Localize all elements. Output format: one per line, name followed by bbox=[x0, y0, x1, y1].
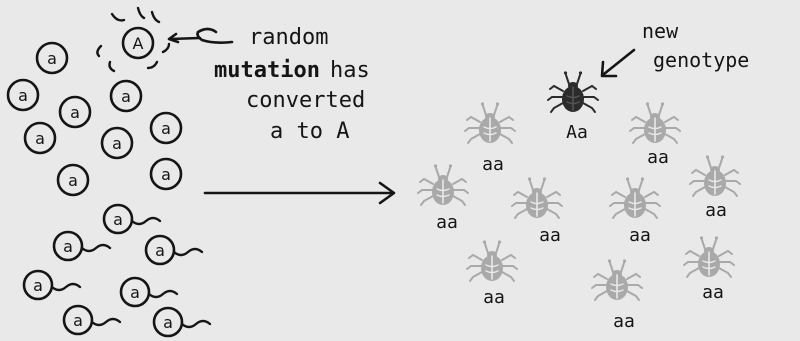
sperm-tail bbox=[149, 291, 177, 297]
normal-bug-genotype: aa bbox=[436, 212, 458, 233]
bug-icon bbox=[512, 177, 562, 218]
normal-cell-letter: a bbox=[161, 119, 171, 138]
normal-bug bbox=[684, 236, 734, 303]
bug-icon bbox=[610, 177, 660, 218]
normal-bug bbox=[465, 102, 515, 175]
normal-cell bbox=[60, 97, 90, 127]
normal-cell bbox=[25, 123, 55, 153]
annotation-line-1: random bbox=[249, 25, 329, 50]
sperm-cell bbox=[121, 278, 177, 306]
sperm-cell bbox=[104, 205, 160, 233]
normal-bug bbox=[630, 102, 680, 168]
sperm-tail bbox=[82, 245, 110, 251]
new-genotype-line-1: new bbox=[642, 19, 679, 43]
sperm-tail bbox=[52, 284, 80, 290]
mutant-cell bbox=[123, 28, 153, 58]
new-genotype-label bbox=[642, 19, 749, 72]
bug-icon bbox=[465, 102, 515, 143]
sperm-letter: a bbox=[33, 276, 43, 295]
normal-bug-genotype: aa bbox=[539, 225, 561, 246]
bug-icon bbox=[548, 71, 598, 112]
sperm-letter: a bbox=[113, 210, 123, 229]
sperm-cell bbox=[54, 232, 110, 260]
normal-bug-genotype: aa bbox=[647, 147, 669, 168]
bug-population bbox=[418, 71, 740, 332]
normal-bug bbox=[467, 240, 517, 308]
bug-icon bbox=[690, 155, 740, 196]
normal-cell-letter: a bbox=[47, 49, 57, 68]
sperm-letter: a bbox=[73, 311, 83, 330]
normal-bug-genotype: aa bbox=[482, 154, 504, 175]
normal-cell bbox=[58, 165, 88, 195]
sperm-cell bbox=[64, 306, 120, 334]
sperm-pool bbox=[24, 205, 210, 336]
normal-bug bbox=[512, 177, 562, 246]
annotation-line-2-rest: has bbox=[330, 58, 370, 83]
normal-cell-letter: a bbox=[18, 86, 28, 105]
normal-cell bbox=[111, 81, 141, 111]
sperm-tail bbox=[92, 319, 120, 325]
sperm-letter: a bbox=[130, 283, 140, 302]
bug-icon bbox=[467, 240, 517, 281]
normal-cell-letter: a bbox=[161, 165, 171, 184]
annotation-pointer-arrow bbox=[169, 29, 232, 43]
sperm-cell bbox=[146, 236, 202, 264]
normal-cell bbox=[37, 43, 67, 73]
normal-bug bbox=[610, 177, 660, 246]
annotation-line-4: a to A bbox=[270, 119, 350, 144]
main-arrow bbox=[205, 183, 394, 203]
annotation-line-2-bold: mutation bbox=[214, 58, 320, 83]
sperm-cell bbox=[154, 308, 210, 336]
normal-cell-letter: a bbox=[35, 129, 45, 148]
sperm-tail bbox=[182, 321, 210, 327]
normal-cell bbox=[151, 113, 181, 143]
normal-cell-letter: a bbox=[70, 103, 80, 122]
new-genotype-arrow bbox=[602, 50, 634, 76]
sperm-tail bbox=[174, 249, 202, 255]
normal-cell bbox=[8, 80, 38, 110]
sperm-cell bbox=[24, 271, 80, 299]
new-genotype-line-2: genotype bbox=[653, 48, 750, 72]
normal-bug-genotype: aa bbox=[629, 225, 651, 246]
sperm-letter: a bbox=[163, 313, 173, 332]
sperm-letter: a bbox=[155, 241, 165, 260]
bug-icon bbox=[592, 259, 642, 300]
normal-bug-genotype: aa bbox=[702, 282, 724, 303]
normal-bug bbox=[418, 164, 468, 233]
sperm-tail bbox=[132, 218, 160, 224]
mutant-bug-genotype: Aa bbox=[566, 122, 588, 143]
normal-cell bbox=[102, 128, 132, 158]
normal-bug-genotype: aa bbox=[483, 287, 505, 308]
mutation-annotation bbox=[214, 25, 370, 144]
mutant-cell-letter: A bbox=[132, 34, 144, 53]
annotation-line-3: converted bbox=[246, 88, 366, 113]
sperm-letter: a bbox=[63, 237, 73, 256]
normal-cell-letter: a bbox=[68, 171, 78, 190]
mutant-bug bbox=[548, 71, 598, 143]
normal-bug bbox=[690, 155, 740, 221]
normal-bug bbox=[592, 259, 642, 332]
normal-bug-genotype: aa bbox=[613, 311, 635, 332]
bug-icon bbox=[630, 102, 680, 143]
bug-icon bbox=[684, 236, 734, 277]
normal-bug-genotype: aa bbox=[705, 200, 727, 221]
bug-icon bbox=[418, 164, 468, 205]
normal-cell bbox=[151, 159, 181, 189]
normal-cell-letter: a bbox=[112, 134, 122, 153]
normal-cell-letter: a bbox=[121, 87, 131, 106]
